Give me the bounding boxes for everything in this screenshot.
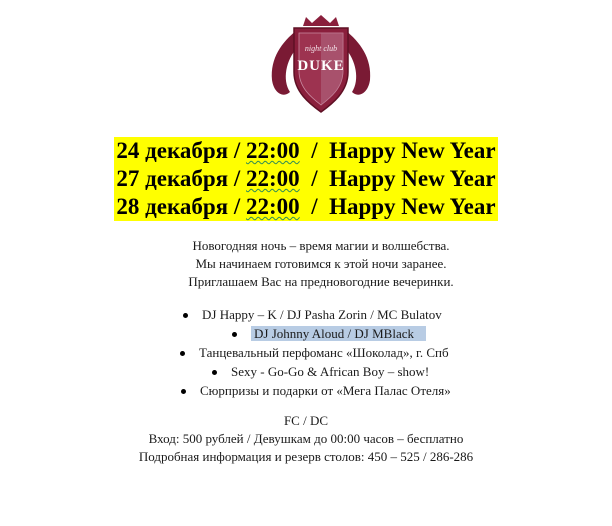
list-item [180, 343, 449, 362]
list-item [232, 324, 426, 343]
event-title: Happy New Year [329, 194, 496, 219]
entry-price: Вход: 500 рублей / Девушкам до 00:00 часов – бесплатно [148, 431, 464, 446]
event-line: 27 декабря / 22:00 / Happy New Year [116, 166, 496, 191]
event-time: 22:00 [246, 194, 300, 219]
list-item [183, 305, 442, 324]
logo-small-text: night club [304, 44, 338, 53]
event-time: 22:00 [246, 166, 300, 191]
dress-code: FC / DC [283, 413, 329, 428]
event-title: Happy New Year [329, 166, 496, 191]
list-item [181, 381, 451, 400]
list-item-text: Танцевальный перфоманс «Шоколад», г. Спб [199, 345, 449, 360]
bullet-icon [180, 351, 185, 356]
club-logo [270, 14, 372, 114]
bullet-icon [183, 313, 188, 318]
logo-name: DUKE [297, 58, 345, 74]
intro-text [0, 237, 612, 291]
intro-line: Мы начинаем готовимся к этой ночи заранее. [195, 256, 447, 271]
event-schedule [0, 137, 612, 221]
bullet-icon [181, 389, 186, 394]
event-time: 22:00 [246, 138, 300, 163]
intro-line: Приглашаем Вас на предновогодние вечеринки. [188, 274, 454, 289]
intro-line: Новогодняя ночь – время магии и волшебства. [192, 238, 450, 253]
event-date: 28 декабря [116, 194, 229, 219]
bullet-icon [212, 370, 217, 375]
event-title: Happy New Year [329, 138, 496, 163]
list-item-text-selected: DJ Johnny Aloud / DJ MBlack [251, 326, 426, 341]
event-date: 24 декабря [116, 138, 229, 163]
list-item-text: DJ Happy – K / DJ Pasha Zorin / MC Bulatov [202, 307, 442, 322]
event-date: 27 декабря [116, 166, 229, 191]
list-item-text: Sexy - Go-Go & African Boy – show! [231, 364, 430, 379]
event-line: 28 декабря / 22:00 / Happy New Year [116, 194, 496, 219]
list-item [212, 362, 429, 381]
event-line: 24 декабря / 22:00 / Happy New Year [116, 138, 496, 163]
list-item-text: Сюрпризы и подарки от «Мега Палас Отеля» [200, 383, 451, 398]
reservation-info: Подробная информация и резерв столов: 450 – 525 / 286-286 [138, 449, 474, 464]
bullet-icon [232, 332, 237, 337]
footer-info [0, 412, 612, 466]
